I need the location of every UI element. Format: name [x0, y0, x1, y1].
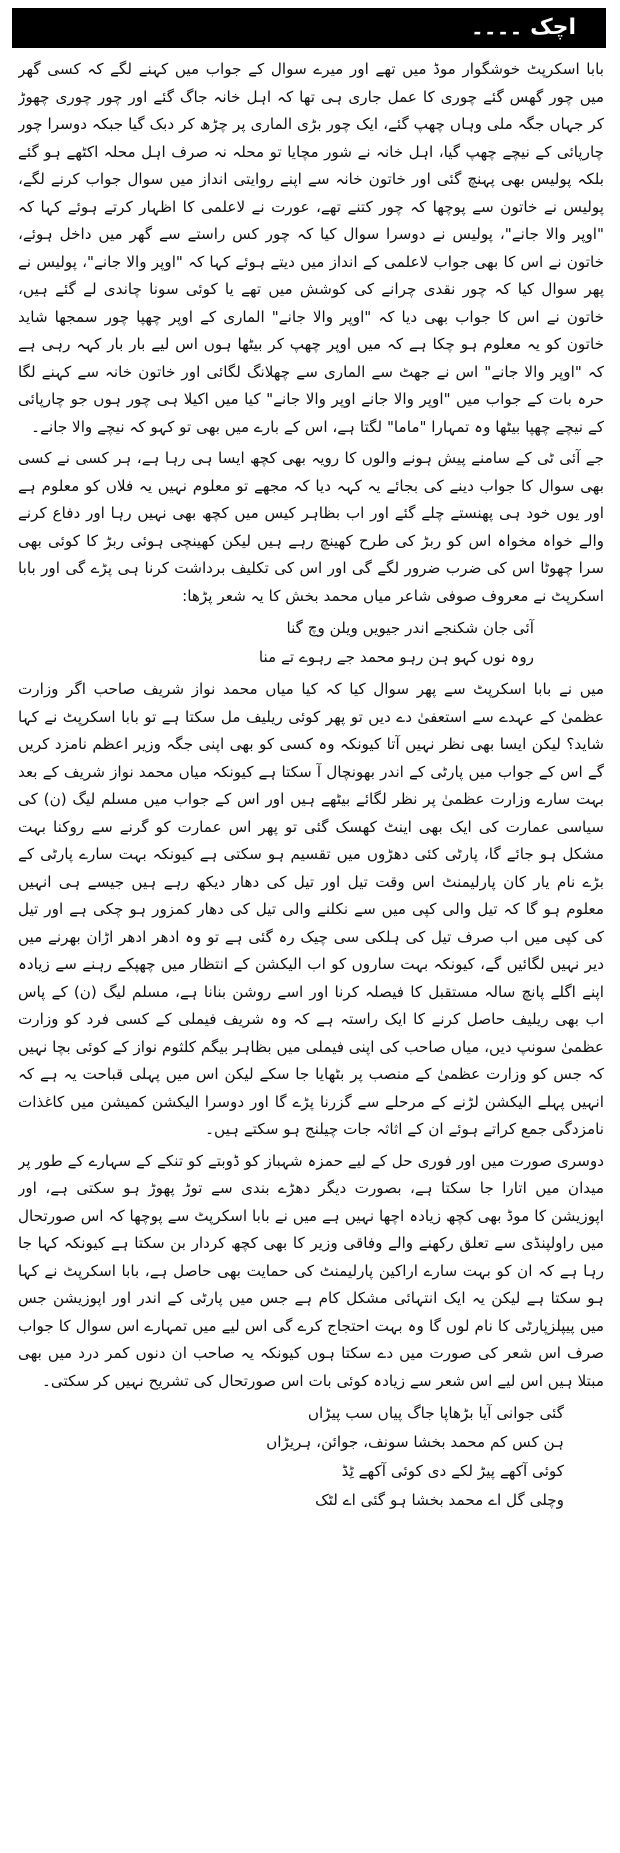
article-paragraph-3: میں نے بابا اسکرپٹ سے پھر سوال کیا کہ کیا میاں محمد نواز شریف صاحب اگر وزارت عظمیٰ کے عہدے سے استعفیٰ دے دیں تو پھر کوئی ریلیف مل سکتا ہے تو بابا اسکرپٹ نے کہا شاید؟ لیکن ایسا بھی نظر نہیں آتا کیونکہ وہ کسی کو بھی اپنی جگہ وزیر اعظم نامزد کریں گے اس کے جواب میں پارٹی کے اندر بھونچال آ سکتا ہے کیونکہ میاں محمد نواز شریف کے بعد بہت سارے وزارت عظمیٰ پر نظر لگائے بیٹھے ہیں اور اس کے جواب میں مسلم لیگ (ن) کی سیاسی عمارت کی ایک بھی اینٹ کھسک گئی تو پھر اس عمارت کو گرنے سے روکنا بہت مشکل ہو جائے گا، پارٹی کئی دھڑوں میں تقسیم ہو سکتی ہے کیونکہ بہت سارے پارٹی کے بڑے نام یار کان پارلیمنٹ اس وقت تیل اور تیل کی دھار دیکھ رہے ہیں جیسے ہی انہیں معلوم ہو گا کہ تیل والی کپی میں سے نکلنے والی تیل کی دھار کمزور ہو چکی ہے اور تیل کی کپی میں اب صرف تیل کی ہلکی سی چیک رہ گئی ہے تو وہ ادھر ادھر اڑان بھرنے میں دیر نہیں لگائیں گے، کیونکہ بہت ساروں کو اب الیکشن کے انتظار میں چھپکے رہنے سے زیادہ اپنے اگلے پانچ سالہ مستقبل کا فیصلہ کرنا اور اسے روشن بنانا ہے، مسلم لیگ (ن) کے پاس اب بھی ریلیف حاصل کرنے کا ایک راستہ ہے کہ وہ شریف فیملی کے کسی فرد کو وزارت عظمیٰ سونپ دیں، میاں صاحب کی اپنی فیملی میں بظاہر بیگم کلثوم نواز کے کوئی بچا نہیں کہ جس کو وزارت عظمیٰ کے منصب پر بٹھایا جا سکے لیکن اس میں پہلی قباحت یہ ہے کہ انہیں پہلے الیکشن لڑنے کے مرحلے سے گزرنا پڑے گا اور دوسرا الیکشن کمیشن میں کاغذات نامزدگی جمع کراتے ہوئے ان کے اثاثہ جات چیلنج ہو سکتے ہیں۔: [18, 680, 604, 1138]
verse-line: روہ نوں کہو ہن رہو محمد جے رہوے تے منا: [258, 648, 534, 666]
verse-line: کوئی آکھے پیڑ لکے دی کوئی آکھے ٹِڈ: [341, 1462, 564, 1480]
article-paragraph-4: دوسری صورت میں اور فوری حل کے لیے حمزہ شہباز کو ڈوبتے کو تنکے کے سہارے کے طور پر میدان میں اتارا جا سکتا ہے، بصورت دیگر دھڑے بندی سے توڑ پھوڑ ہو سکتی ہے، اور اپوزیشن کا موڈ بھی کچھ زیادہ اچھا نہیں ہے میں نے بابا اسکرپٹ سے پوچھا کہ اس صورتحال میں راولپنڈی سے تعلق رکھنے والے وفاقی وزیر کا بھی کچھ کردار بن سکتا ہے کیونکہ کہا جا رہا ہے کہ ان کو بہت سارے اراکین پارلیمنٹ کی حمایت بھی حاصل ہے، بابا اسکرپٹ نے کہا ہو سکتا ہے لیکن یہ ایک انتہائی مشکل کام ہے جس میں پارٹی کے اندر اور اپوزیشن جس میں پیپلزپارٹی کا نام لوں گا وہ بہت احتجاج کرے گی اس لیے میں تمہارے اس سوال کا جواب صرف اس شعر کی صورت میں دے سکتا ہوں کیونکہ یہ صاحب ان دنوں کمر درد میں بھی مبتلا ہیں اس لیے اس شعر سے زیادہ کوئی بات اس صورتحال کی تشریح نہیں کر سکتی۔: [18, 1151, 604, 1390]
article-paragraph-2: جے آئی ٹی کے سامنے پیش ہونے والوں کا رویہ بھی کچھ ایسا ہی رہا ہے، ہر کسی نے کسی بھی سوال کا جواب دینے کی بجائے یہ کہہ دیا کہ مجھے تو معلوم نہیں یہ فلاں کو معلوم ہے اور یوں خود ہی پھنستے چلے گئے اور اب بظاہر کیس میں کچھ بھی نہیں رہا اور دفاع کرنے والے خواہ مخواہ اس کو ربڑ کی طرح کھینچ رہے ہیں لیکن کھینچی ہوئی ربڑ کا کوئی بھی سرا چھوٹا اس کی ضرب ضرور لگے گی اور اس کی تکلیف برداشت کرنا ہی پڑے گی اور بابا اسکرپٹ نے معروف صوفی شاعر میاں محمد بخش کا یہ شعر پڑھا:: [18, 449, 604, 605]
verse-line: ہن کس کم محمد بخشا سونف، جوائن، ہریڑاں: [266, 1433, 564, 1451]
column-title: اچک ۔۔۔۔: [470, 15, 576, 40]
verse-block-1: [18, 614, 604, 672]
verse-line: گئی جوانی آیا بڑھاپا جاگ پیاں سب پیڑاں: [307, 1404, 564, 1422]
verse-line: وچلی گل اے محمد بخشا ہو گئی اے لٹک: [315, 1491, 564, 1509]
verse-block-2: [18, 1399, 604, 1515]
article-body: [18, 56, 604, 1846]
verse-line: آئی جان شکنجے اندر جیویں ویلن وچ گنا: [286, 619, 534, 637]
column-header-bar: [12, 8, 606, 48]
article-paragraph-1: بابا اسکرپٹ خوشگوار موڈ میں تھے اور میرے سوال کے جواب میں کہنے لگے کہ کسی گھر میں چور گھس گئے چوری کا عمل جاری ہی تھا کہ اہل خانہ جاگ گئے اور چور چوری چھوڑ کر جہاں جگہ ملی وہاں چھپ گئے، ایک چور بڑی الماری پر چڑھ کر دبک گیا جبکہ دوسرا چور چارپائی کے نیچے چھپ گیا، اہل خانہ نے شور مچایا تو محلہ نہ صرف اہل محلہ اکٹھے ہو گئے بلکہ پولیس بھی پہنچ گئی اور خاتون خانہ سے اپنے روایتی انداز میں سوال جواب کرنے لگے، پولیس نے خاتون سے پوچھا کہ چور کتنے تھے، عورت نے لاعلمی کا اظہار کرتے ہوئے کہا کہ "اوپر والا جانے"، پولیس نے دوسرا سوال کیا کہ چور کس راستے سے گھر میں داخل ہوئے، خاتون نے اس کا بھی جواب لاعلمی کے انداز میں دیتے ہوئے کہا کہ "اوپر والا جانے"، پولیس نے پھر سوال کیا کہ چور نقدی چرانے کی کوشش میں تھے یا کوئی سونا چاندی لے گئے ہیں، خاتون نے اس کا جواب بھی دیا کہ "اوپر والا جانے" الماری کے اوپر چھپا چور سمجھا شاید خاتون کو یہ معلوم ہو چکا ہے کہ میں اوپر چھپ کر بیٹھا ہوں اس لیے بار بار کہہ رہی ہے کہ "اوپر والا جانے" اس نے جھٹ سے الماری سے چھلانگ لگائی اور خاتون خانہ سے کہنے لگا حرہ بات کے جواب میں "اوپر والا جانے اوپر والا جانے" کیا میں اکیلا ہی چور ہوں جو چارپائی کے نیچے چھپا بیٹھا وہ تمہارا "ماما" لگتا ہے، اس کے بارے میں بھی تو کہو کہ نیچے والا جانے۔: [18, 60, 604, 436]
